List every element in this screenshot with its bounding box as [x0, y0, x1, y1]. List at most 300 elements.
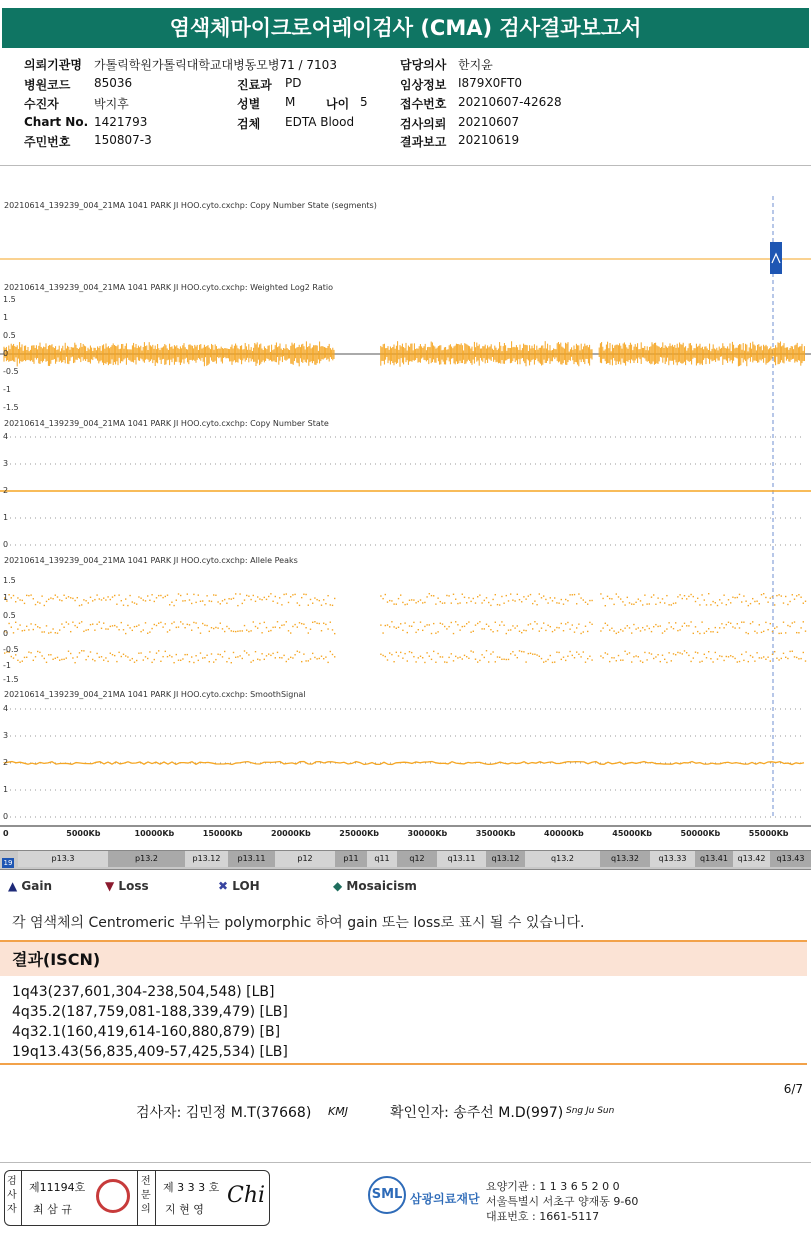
allele-mark [620, 659, 621, 660]
allele-mark [640, 630, 641, 631]
allele-mark [167, 594, 168, 595]
allele-mark [772, 631, 773, 632]
allele-mark [244, 650, 245, 651]
allele-mark [19, 624, 20, 625]
allele-mark [750, 623, 751, 624]
allele-mark [466, 656, 467, 657]
allele-mark [622, 630, 623, 631]
chromosome-band: q13.43 [770, 851, 811, 867]
allele-mark [710, 658, 711, 659]
allele-mark [677, 652, 678, 653]
allele-mark [798, 632, 799, 633]
allele-mark [299, 605, 300, 606]
allele-mark [528, 595, 529, 596]
allele-mark [646, 659, 647, 660]
allele-mark [33, 598, 34, 599]
allele-mark [151, 628, 152, 629]
allele-mark [726, 624, 727, 625]
allele-mark [800, 658, 801, 659]
allele-mark [424, 626, 425, 627]
allele-mark [754, 601, 755, 602]
allele-mark [470, 650, 471, 651]
result-line: 4q35.2(187,759,081-188,339,479) [LB] [12, 1004, 288, 1020]
allele-mark [118, 652, 119, 653]
allele-mark [695, 626, 696, 627]
allele-mark [297, 626, 298, 627]
allele-mark [719, 655, 720, 656]
allele-mark [39, 602, 40, 603]
allele-mark [242, 603, 243, 604]
allele-mark [211, 601, 212, 602]
allele-mark [536, 604, 537, 605]
allele-mark [68, 623, 69, 624]
y-tick-label: 2 [3, 758, 9, 767]
allele-mark [770, 597, 771, 598]
allele-mark [638, 598, 639, 599]
allele-mark [525, 661, 526, 662]
allele-mark [248, 631, 249, 632]
allele-mark [783, 653, 784, 654]
allele-mark [134, 626, 135, 627]
allele-mark [794, 656, 795, 657]
allele-mark [679, 652, 680, 653]
chromosome-band: p13.12 [185, 851, 228, 867]
allele-mark [79, 605, 80, 606]
allele-mark [517, 594, 518, 595]
allele-mark [503, 659, 504, 660]
allele-mark [433, 623, 434, 624]
allele-mark [24, 630, 25, 631]
allele-mark [774, 628, 775, 629]
allele-mark [627, 625, 628, 626]
allele-mark [143, 659, 144, 660]
allele-mark [437, 631, 438, 632]
allele-mark [563, 657, 564, 658]
allele-mark [112, 654, 113, 655]
allele-mark [433, 651, 434, 652]
allele-mark [602, 598, 603, 599]
chromosome-band: q13.12 [486, 851, 525, 867]
allele-mark [242, 630, 243, 631]
allele-mark [622, 659, 623, 660]
allele-mark [55, 594, 56, 595]
chromosome-band: p13.3 [18, 851, 108, 867]
allele-mark [759, 603, 760, 604]
allele-mark [184, 600, 185, 601]
allele-mark [763, 656, 764, 657]
allele-mark [255, 626, 256, 627]
patient-info [0, 56, 811, 156]
allele-mark [666, 662, 667, 663]
allele-mark [211, 627, 212, 628]
chromosome-band: q12 [397, 851, 437, 867]
allele-mark [673, 628, 674, 629]
allele-mark [684, 623, 685, 624]
allele-mark [178, 660, 179, 661]
allele-mark [759, 657, 760, 658]
allele-mark [173, 605, 174, 606]
allele-mark [215, 595, 216, 596]
allele-mark [138, 624, 139, 625]
allele-mark [35, 604, 36, 605]
allele-mark [327, 662, 328, 663]
allele-mark [277, 621, 278, 622]
allele-mark [8, 623, 9, 624]
allele-mark [776, 658, 777, 659]
allele-mark [55, 658, 56, 659]
allele-mark [662, 632, 663, 633]
allele-mark [72, 598, 73, 599]
allele-mark [679, 594, 680, 595]
allele-mark [327, 595, 328, 596]
allele-mark [195, 602, 196, 603]
allele-mark [116, 604, 117, 605]
allele-mark [305, 660, 306, 661]
allele-mark [787, 604, 788, 605]
y-tick-label: 0 [3, 540, 9, 549]
allele-mark [198, 660, 199, 661]
plot-canvas [0, 168, 811, 898]
allele-mark [578, 654, 579, 655]
allele-mark [741, 621, 742, 622]
allele-mark [261, 632, 262, 633]
x-tick-label: 25000Kb [339, 829, 380, 838]
allele-mark [88, 656, 89, 657]
allele-mark [189, 599, 190, 600]
allele-mark [19, 599, 20, 600]
allele-mark [545, 661, 546, 662]
allele-mark [11, 597, 12, 598]
allele-mark [686, 652, 687, 653]
allele-mark [517, 625, 518, 626]
allele-mark [675, 654, 676, 655]
allele-mark [15, 601, 16, 602]
allele-mark [99, 657, 100, 658]
allele-mark [528, 624, 529, 625]
allele-mark [787, 625, 788, 626]
allele-mark [301, 623, 302, 624]
allele-mark [286, 661, 287, 662]
chart-value: 1421793 [94, 115, 148, 129]
allele-mark [591, 624, 592, 625]
allele-mark [475, 659, 476, 660]
allele-mark [110, 626, 111, 627]
allele-mark [101, 599, 102, 600]
allele-mark [195, 622, 196, 623]
allele-mark [563, 603, 564, 604]
allele-mark [539, 630, 540, 631]
allele-mark [728, 599, 729, 600]
allele-mark [706, 631, 707, 632]
allele-mark [574, 657, 575, 658]
allele-mark [704, 632, 705, 633]
allele-mark [701, 661, 702, 662]
allele-mark [662, 598, 663, 599]
allele-mark [233, 631, 234, 632]
receipt-value: 20210607-42628 [458, 95, 562, 109]
allele-mark [173, 621, 174, 622]
allele-mark [635, 655, 636, 656]
allele-mark [585, 626, 586, 627]
allele-mark [94, 660, 95, 661]
allele-mark [292, 594, 293, 595]
allele-mark [752, 621, 753, 622]
allele-mark [33, 629, 34, 630]
allele-mark [580, 597, 581, 598]
allele-mark [767, 629, 768, 630]
allele-mark [464, 655, 465, 656]
allele-mark [783, 622, 784, 623]
allele-mark [13, 632, 14, 633]
allele-mark [415, 661, 416, 662]
allele-mark [429, 655, 430, 656]
allele-mark [393, 626, 394, 627]
allele-mark [451, 653, 452, 654]
allele-mark [475, 624, 476, 625]
allele-mark [767, 601, 768, 602]
allele-mark [19, 662, 20, 663]
allele-mark [57, 596, 58, 597]
allele-mark [587, 658, 588, 659]
allele-mark [237, 631, 238, 632]
allele-mark [556, 627, 557, 628]
allele-mark [145, 656, 146, 657]
allele-mark [50, 597, 51, 598]
allele-mark [134, 662, 135, 663]
allele-mark [74, 600, 75, 601]
allele-mark [754, 660, 755, 661]
allele-mark [96, 624, 97, 625]
x-tick-label: 35000Kb [475, 829, 516, 838]
allele-mark [187, 593, 188, 594]
allele-mark [151, 662, 152, 663]
allele-mark [244, 625, 245, 626]
allele-mark [290, 596, 291, 597]
allele-mark [750, 603, 751, 604]
allele-mark [794, 599, 795, 600]
allele-mark [129, 627, 130, 628]
cert-name-2: 지 현 영 [165, 1203, 204, 1216]
cert-divider [137, 1171, 138, 1225]
allele-mark [189, 624, 190, 625]
allele-mark [565, 599, 566, 600]
allele-mark [158, 623, 159, 624]
panel-title-segments: 20210614_139239_004_21MA 1041 PARK JI HOO.cyto.cxchp: Copy Number State (segments) [4, 201, 377, 210]
allele-mark [286, 621, 287, 622]
allele-mark [275, 596, 276, 597]
allele-mark [453, 633, 454, 634]
allele-mark [699, 604, 700, 605]
allele-mark [448, 595, 449, 596]
allele-mark [688, 625, 689, 626]
allele-mark [600, 630, 601, 631]
allele-mark [272, 653, 273, 654]
allele-mark [558, 627, 559, 628]
allele-mark [710, 631, 711, 632]
allele-mark [391, 621, 392, 622]
allele-mark [587, 603, 588, 604]
allele-mark [85, 600, 86, 601]
allele-mark [523, 630, 524, 631]
result-divider [0, 1063, 807, 1065]
allele-mark [257, 627, 258, 628]
allele-mark [565, 623, 566, 624]
allele-mark [556, 652, 557, 653]
allele-mark [785, 596, 786, 597]
allele-mark [543, 622, 544, 623]
allele-mark [193, 622, 194, 623]
allele-mark [30, 623, 31, 624]
allele-mark [147, 658, 148, 659]
allele-mark [651, 653, 652, 654]
allele-mark [316, 658, 317, 659]
allele-mark [545, 630, 546, 631]
allele-mark [712, 601, 713, 602]
allele-mark [156, 625, 157, 626]
allele-mark [616, 660, 617, 661]
allele-mark [745, 601, 746, 602]
allele-mark [279, 627, 280, 628]
allele-mark [464, 597, 465, 598]
allele-mark [464, 626, 465, 627]
allele-mark [539, 656, 540, 657]
allele-mark [325, 624, 326, 625]
sex-label: 성별 [237, 97, 261, 111]
allele-mark [400, 652, 401, 653]
allele-mark [473, 651, 474, 652]
allele-mark [48, 654, 49, 655]
allele-mark [572, 655, 573, 656]
allele-mark [730, 655, 731, 656]
allele-mark [591, 600, 592, 601]
allele-mark [169, 604, 170, 605]
allele-mark [222, 628, 223, 629]
allele-mark [136, 626, 137, 627]
allele-mark [222, 600, 223, 601]
allele-mark [486, 650, 487, 651]
allele-mark [46, 601, 47, 602]
allele-mark [611, 657, 612, 658]
allele-mark [66, 657, 67, 658]
allele-mark [607, 596, 608, 597]
allele-mark [123, 629, 124, 630]
allele-mark [792, 594, 793, 595]
allele-mark [495, 661, 496, 662]
allele-mark [609, 598, 610, 599]
allele-mark [61, 659, 62, 660]
allele-mark [334, 633, 335, 634]
allele-mark [264, 659, 265, 660]
allele-mark [547, 602, 548, 603]
allele-mark [202, 623, 203, 624]
allele-mark [123, 654, 124, 655]
allele-mark [730, 623, 731, 624]
allele-mark [479, 660, 480, 661]
allele-mark [160, 595, 161, 596]
allele-mark [657, 654, 658, 655]
allele-mark [633, 656, 634, 657]
allele-mark [695, 652, 696, 653]
allele-mark [453, 660, 454, 661]
allele-mark [488, 602, 489, 603]
allele-mark [52, 659, 53, 660]
allele-mark [184, 627, 185, 628]
allele-mark [176, 654, 177, 655]
allele-mark [50, 654, 51, 655]
y-tick-label: -0.5 [3, 367, 19, 376]
allele-mark [165, 623, 166, 624]
cert-no-1: 제11194호 [29, 1181, 86, 1194]
x-tick-label: 15000Kb [202, 829, 243, 838]
allele-mark [490, 629, 491, 630]
allele-mark [481, 602, 482, 603]
allele-mark [576, 651, 577, 652]
y-tick-label: 1 [3, 593, 9, 602]
allele-mark [380, 654, 381, 655]
allele-mark [558, 652, 559, 653]
allele-mark [382, 632, 383, 633]
allele-mark [653, 594, 654, 595]
y-tick-label: -1 [3, 385, 11, 394]
allele-mark [259, 598, 260, 599]
allele-mark [407, 632, 408, 633]
allele-mark [283, 594, 284, 595]
allele-mark [569, 594, 570, 595]
allele-mark [739, 661, 740, 662]
allele-mark [532, 603, 533, 604]
allele-mark [787, 658, 788, 659]
allele-mark [805, 660, 806, 661]
allele-mark [539, 593, 540, 594]
allele-mark [308, 604, 309, 605]
allele-mark [525, 630, 526, 631]
allele-mark [149, 600, 150, 601]
x-tick-label: 5000Kb [66, 829, 101, 838]
x-tick-label: 50000Kb [680, 829, 721, 838]
allele-mark [778, 633, 779, 634]
allele-mark [228, 598, 229, 599]
allele-mark [640, 660, 641, 661]
hospital-value: 가톨릭학원가톨릭대학교대병동모병71 / 7103 [94, 58, 337, 72]
patient-label: 수진자 [24, 97, 59, 111]
id-value: 150807-3 [94, 133, 152, 147]
allele-mark [440, 656, 441, 657]
allele-mark [312, 603, 313, 604]
allele-mark [28, 651, 29, 652]
allele-mark [605, 605, 606, 606]
allele-mark [88, 602, 89, 603]
allele-mark [125, 598, 126, 599]
allele-mark [387, 624, 388, 625]
allele-mark [677, 596, 678, 597]
allele-mark [677, 630, 678, 631]
allele-mark [198, 627, 199, 628]
allele-mark [519, 650, 520, 651]
allele-mark [567, 656, 568, 657]
allele-mark [180, 621, 181, 622]
allele-mark [765, 659, 766, 660]
allele-mark [671, 626, 672, 627]
allele-mark [499, 604, 500, 605]
allele-mark [591, 659, 592, 660]
allele-mark [74, 625, 75, 626]
allele-mark [646, 603, 647, 604]
allele-mark [635, 602, 636, 603]
allele-mark [294, 654, 295, 655]
allele-mark [402, 658, 403, 659]
allele-mark [512, 651, 513, 652]
chromosome-band: p12 [275, 851, 335, 867]
